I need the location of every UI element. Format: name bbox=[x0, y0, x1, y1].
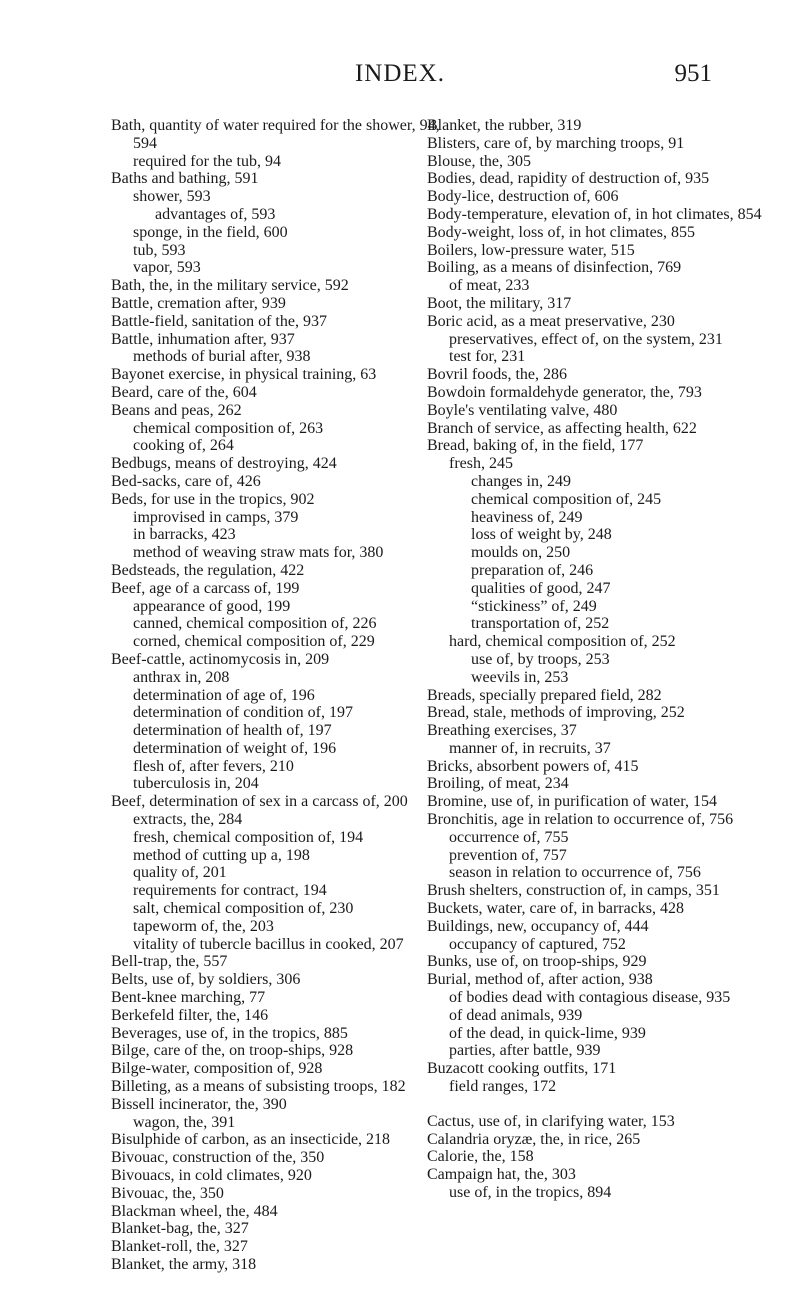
index-subentry: loss of weight by, 248 bbox=[471, 526, 612, 544]
index-subentry: prevention of, 757 bbox=[449, 846, 567, 864]
index-subentry: tapeworm of, the, 203 bbox=[133, 917, 274, 935]
index-entry: Bath, quantity of water required for the shower, 94, 594 bbox=[111, 117, 440, 152]
index-subentry: manner of, in recruits, 37 bbox=[449, 739, 611, 757]
index-subentry: anthrax in, 208 bbox=[133, 668, 230, 686]
index-subentry: chemical composition of, 263 bbox=[133, 419, 324, 437]
index-entry: Bivouac, construction of the, 350 bbox=[111, 1149, 325, 1167]
index-subentry: tub, 593 bbox=[133, 241, 186, 259]
index-subentry: fresh, 245 bbox=[449, 455, 513, 473]
index-subentry: test for, 231 bbox=[449, 348, 526, 366]
index-subentry: quality of, 201 bbox=[133, 864, 227, 882]
index-entry: Bromine, use of, in purification of water, 154 bbox=[427, 793, 717, 811]
index-subentry: fresh, chemical composition of, 194 bbox=[133, 828, 364, 846]
index-entry: Bath, the, in the military service, 592 bbox=[111, 277, 349, 295]
index-entry: Blackman wheel, the, 484 bbox=[111, 1202, 278, 1220]
index-entry: Beans and peas, 262 bbox=[111, 401, 242, 419]
index-subentry: shower, 593 bbox=[133, 188, 211, 206]
index-entry: Bread, stale, methods of improving, 252 bbox=[427, 704, 685, 722]
index-entry: Cactus, use of, in clarifying water, 153 bbox=[427, 1112, 675, 1130]
index-subentry: of bodies dead with contagious disease, 935 bbox=[449, 989, 731, 1007]
index-subentry: determination of health of, 197 bbox=[133, 722, 332, 740]
index-entry: Bowdoin formaldehyde generator, the, 793 bbox=[427, 383, 702, 401]
index-entry: Bedsteads, the regulation, 422 bbox=[111, 561, 305, 579]
index-entry: Bronchitis, age in relation to occurrence of, 756 bbox=[427, 811, 734, 829]
index-entry: Calandria oryzæ, the, in rice, 265 bbox=[427, 1130, 641, 1148]
index-subentry: tuberculosis in, 204 bbox=[133, 775, 259, 793]
index-entry: Buckets, water, care of, in barracks, 428 bbox=[427, 900, 685, 918]
section-gap bbox=[427, 1096, 782, 1113]
index-subentry: “stickiness” of, 249 bbox=[471, 597, 597, 615]
index-subentry: of dead animals, 939 bbox=[449, 1006, 583, 1024]
index-subentry: corned, chemical composition of, 229 bbox=[133, 633, 375, 651]
index-entry: Beef-cattle, actinomycosis in, 209 bbox=[111, 650, 330, 668]
index-entry: Breads, specially prepared field, 282 bbox=[427, 686, 662, 704]
page-title: INDEX. bbox=[354, 60, 445, 87]
index-subentry: chemical composition of, 245 bbox=[471, 490, 662, 508]
index-column-left bbox=[111, 117, 466, 1274]
index-entry: Bissell incinerator, the, 390 bbox=[111, 1095, 287, 1113]
index-subentry: weevils in, 253 bbox=[471, 668, 569, 686]
index-entry: Boric acid, as a meat preservative, 230 bbox=[427, 312, 675, 330]
index-subentry: season in relation to occurrence of, 756 bbox=[449, 864, 701, 882]
index-subentry: determination of condition of, 197 bbox=[133, 704, 353, 722]
index-entry: Baths and bathing, 591 bbox=[111, 170, 259, 188]
index-entry: Buzacott cooking outfits, 171 bbox=[427, 1060, 617, 1078]
index-subentry: changes in, 249 bbox=[471, 472, 571, 490]
index-entry: Buildings, new, occupancy of, 444 bbox=[427, 917, 649, 935]
index-entry: Beard, care of the, 604 bbox=[111, 383, 257, 401]
index-subentry: moulds on, 250 bbox=[471, 544, 571, 562]
index-entry: Burial, method of, after action, 938 bbox=[427, 971, 653, 989]
index-subentry: preparation of, 246 bbox=[471, 561, 594, 579]
index-entry: Bayonet exercise, in physical training, 63 bbox=[111, 366, 377, 384]
index-entry: Broiling, of meat, 234 bbox=[427, 775, 569, 793]
index-entry: Battle, cremation after, 939 bbox=[111, 294, 286, 312]
index-subentry: flesh of, after fevers, 210 bbox=[133, 757, 294, 775]
page-number: 951 bbox=[674, 60, 712, 87]
index-subentry: salt, chemical composition of, 230 bbox=[133, 900, 354, 918]
index-subentry: of the dead, in quick-lime, 939 bbox=[449, 1024, 646, 1042]
index-subentry: methods of burial after, 938 bbox=[133, 348, 311, 366]
index-entry: Bell-trap, the, 557 bbox=[111, 953, 228, 971]
index-entry: Blanket-bag, the, 327 bbox=[111, 1220, 249, 1238]
index-subentry: cooking of, 264 bbox=[133, 437, 234, 455]
index-entry: Battle-field, sanitation of the, 937 bbox=[111, 312, 327, 330]
index-entry: Beds, for use in the tropics, 902 bbox=[111, 490, 315, 508]
index-subentry: use of, by troops, 253 bbox=[471, 650, 610, 668]
index-entry: Boilers, low-pressure water, 515 bbox=[427, 241, 635, 259]
index-entry: Bricks, absorbent powers of, 415 bbox=[427, 757, 639, 775]
index-subentry: appearance of good, 199 bbox=[133, 597, 291, 615]
index-entry: Beef, age of a carcass of, 199 bbox=[111, 579, 300, 597]
index-subentry: extracts, the, 284 bbox=[133, 811, 243, 829]
index-subentry: heaviness of, 249 bbox=[471, 508, 583, 526]
index-entry: Branch of service, as affecting health, 622 bbox=[427, 419, 697, 437]
index-subentry: of meat, 233 bbox=[449, 277, 530, 295]
index-entry: Belts, use of, by soldiers, 306 bbox=[111, 971, 301, 989]
index-entry: Boyle's ventilating valve, 480 bbox=[427, 401, 618, 419]
index-entry: Body-temperature, elevation of, in hot climates, 854 bbox=[427, 205, 762, 223]
index-entry: Bedbugs, means of destroying, 424 bbox=[111, 455, 337, 473]
index-subentry: determination of weight of, 196 bbox=[133, 739, 337, 757]
index-entry: Blisters, care of, by marching troops, 91 bbox=[427, 134, 685, 152]
index-entry: Bilge-water, composition of, 928 bbox=[111, 1060, 323, 1078]
index-entry: Blanket-roll, the, 327 bbox=[111, 1238, 248, 1256]
index-entry: Blanket, the army, 318 bbox=[111, 1256, 257, 1273]
index-entry: Calorie, the, 158 bbox=[427, 1148, 534, 1166]
index-entry: Brush shelters, construction of, in camps, 351 bbox=[427, 882, 720, 900]
index-column-right bbox=[427, 117, 782, 1202]
index-entry: Beverages, use of, in the tropics, 885 bbox=[111, 1024, 348, 1042]
index-entry: Breathing exercises, 37 bbox=[427, 722, 577, 740]
index-entry: Body-weight, loss of, in hot climates, 855 bbox=[427, 223, 695, 241]
index-subentry: sponge, in the field, 600 bbox=[133, 223, 288, 241]
index-subentry: occurrence of, 755 bbox=[449, 828, 569, 846]
index-subentry: method of weaving straw mats for, 380 bbox=[133, 544, 384, 562]
index-entry: Campaign hat, the, 303 bbox=[427, 1166, 576, 1184]
index-entry: Boiling, as a means of disinfection, 769 bbox=[427, 259, 682, 277]
index-subentry: advantages of, 593 bbox=[155, 205, 276, 223]
index-subentry: field ranges, 172 bbox=[449, 1078, 557, 1096]
index-subentry: determination of age of, 196 bbox=[133, 686, 315, 704]
index-entry: Body-lice, destruction of, 606 bbox=[427, 188, 619, 206]
index-subentry: required for the tub, 94 bbox=[133, 152, 281, 170]
index-entry: Berkefeld filter, the, 146 bbox=[111, 1006, 269, 1024]
index-subentry: vapor, 593 bbox=[133, 259, 201, 277]
index-entry: Bread, baking of, in the field, 177 bbox=[427, 437, 644, 455]
index-subentry: occupancy of captured, 752 bbox=[449, 935, 626, 953]
index-subentry: preservatives, effect of, on the system, 231 bbox=[449, 330, 723, 348]
index-entry: Bisulphide of carbon, as an insecticide, 218 bbox=[111, 1131, 391, 1149]
index-entry: Bed-sacks, care of, 426 bbox=[111, 472, 261, 490]
index-entry: Blouse, the, 305 bbox=[427, 152, 531, 170]
index-entry: Bovril foods, the, 286 bbox=[427, 366, 567, 384]
index-subentry: hard, chemical composition of, 252 bbox=[449, 633, 676, 651]
index-entry: Bunks, use of, on troop-ships, 929 bbox=[427, 953, 647, 971]
index-subentry: parties, after battle, 939 bbox=[449, 1042, 601, 1060]
index-entry: Battle, inhumation after, 937 bbox=[111, 330, 295, 348]
index-entry: Boot, the military, 317 bbox=[427, 294, 572, 312]
index-entry: Bilge, care of the, on troop-ships, 928 bbox=[111, 1042, 354, 1060]
index-entry: Bivouac, the, 350 bbox=[111, 1184, 224, 1202]
index-subentry: canned, chemical composition of, 226 bbox=[133, 615, 377, 633]
index-subentry: improvised in camps, 379 bbox=[133, 508, 299, 526]
index-entry: Billeting, as a means of subsisting troops, 182 bbox=[111, 1078, 406, 1096]
index-entry: Blanket, the rubber, 319 bbox=[427, 117, 582, 134]
index-subentry: transportation of, 252 bbox=[471, 615, 610, 633]
page-header bbox=[0, 60, 800, 90]
index-subentry: qualities of good, 247 bbox=[471, 579, 611, 597]
index-entry: Bivouacs, in cold climates, 920 bbox=[111, 1167, 312, 1185]
index-subentry: requirements for contract, 194 bbox=[133, 882, 327, 900]
index-subentry: use of, in the tropics, 894 bbox=[449, 1184, 612, 1202]
index-subentry: wagon, the, 391 bbox=[133, 1113, 236, 1131]
index-subentry: in barracks, 423 bbox=[133, 526, 236, 544]
index-subentry: method of cutting up a, 198 bbox=[133, 846, 310, 864]
index-entry: Bent-knee marching, 77 bbox=[111, 989, 266, 1007]
index-subentry: vitality of tubercle bacillus in cooked, 207 bbox=[133, 935, 404, 953]
index-entry: Bodies, dead, rapidity of destruction of, 935 bbox=[427, 170, 710, 188]
index-entry: Beef, determination of sex in a carcass of, 200 bbox=[111, 793, 408, 811]
